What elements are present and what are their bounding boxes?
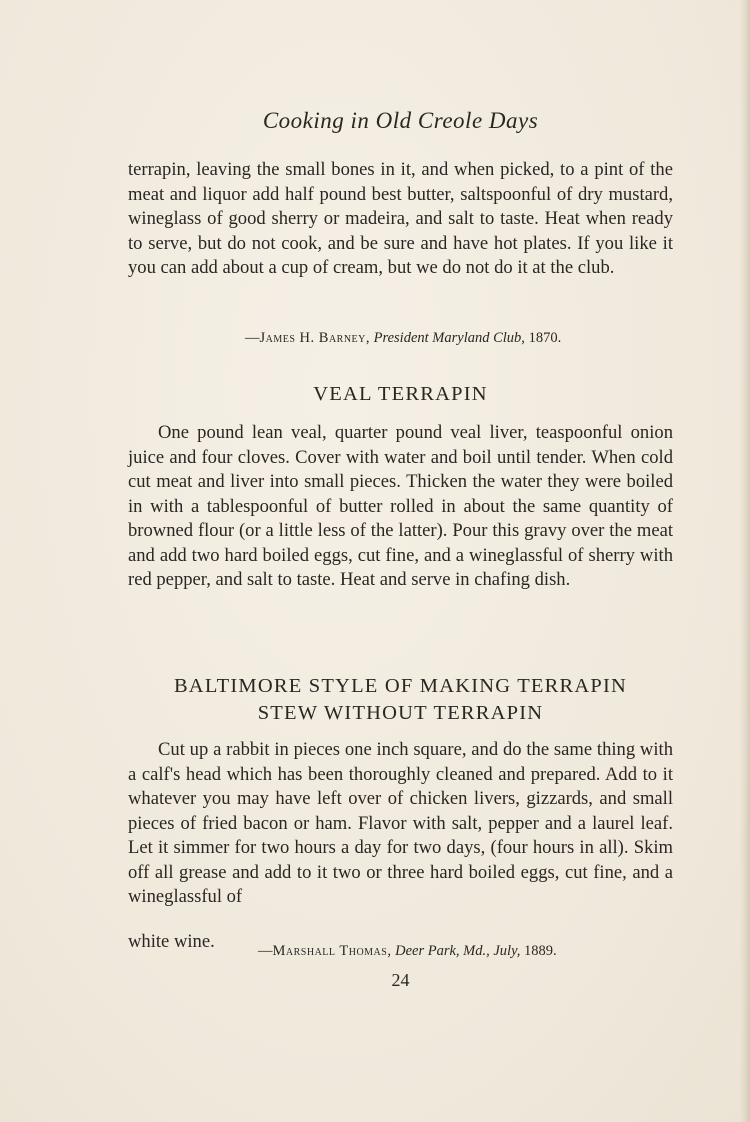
continued-recipe-paragraph: terrapin, leaving the small bones in it, and when picked, to a pint of the meat and liquor add half pound best butter, saltspoonful of dry mustard, wineglass of good sherry or madeira, and salt to taste. Heat when ready to serve, but do not cook, and be sure and have hot plates. If you like it you can add about a cup of cream, but we do not do it at the club. xyxy=(128,159,673,278)
attribution-barney xyxy=(245,330,561,347)
attribution-dash: — xyxy=(258,943,273,959)
running-head: Cooking in Old Creole Days xyxy=(262,108,539,133)
attribution-year: 1889. xyxy=(523,943,557,959)
recipe-heading-veal-terrapin: VEAL TERRAPIN xyxy=(313,383,488,405)
attribution-source: Deer Park, Md., July, xyxy=(395,943,521,959)
baltimore-stew-last-line: white wine. xyxy=(128,931,215,952)
attribution-name: Marshall Thomas, xyxy=(272,943,392,959)
baltimore-stew-paragraph: Cut up a rabbit in pieces one inch square, and do the same thing with a calf's head which has been thoroughly cleaned and prepared. Add to it whatever you may have left over of chicken livers, gizzards, and small pieces of fried bacon or ham. Flavor with salt, pepper and a laurel leaf. Let it simmer for two hours a day for two days, (four hours in all). Skim off all grease and add to it two or three hard boiled eggs, cut fine, and a wineglassful of xyxy=(128,739,673,907)
page-number: 24 xyxy=(391,970,410,990)
attribution-name: James H. Barney, xyxy=(259,330,371,346)
attribution-source: President Maryland Club, xyxy=(373,330,525,346)
attribution-dash: — xyxy=(245,330,260,346)
attribution-thomas xyxy=(258,943,557,960)
recipe-heading-baltimore-line2: STEW WITHOUT TERRAPIN xyxy=(257,702,544,724)
recipe-heading-baltimore-line1: BALTIMORE STYLE OF MAKING TERRAPIN xyxy=(173,675,628,697)
veal-terrapin-paragraph: One pound lean veal, quarter pound veal liver, teaspoonful onion juice and four cloves. Cover with water and boil until tender. When cold cut meat and liver into small pieces. Thicken the water they were boiled in with a tablespoonful of butter rolled in about the same quantity of browned flour (or a little less of the latter). Pour this gravy over the meat and add two hard boiled eggs, cut fine, and a wineglassful of sherry with red pepper, and salt to taste. Heat and serve in chafing dish. xyxy=(128,422,673,590)
attribution-year: 1870. xyxy=(528,330,562,346)
